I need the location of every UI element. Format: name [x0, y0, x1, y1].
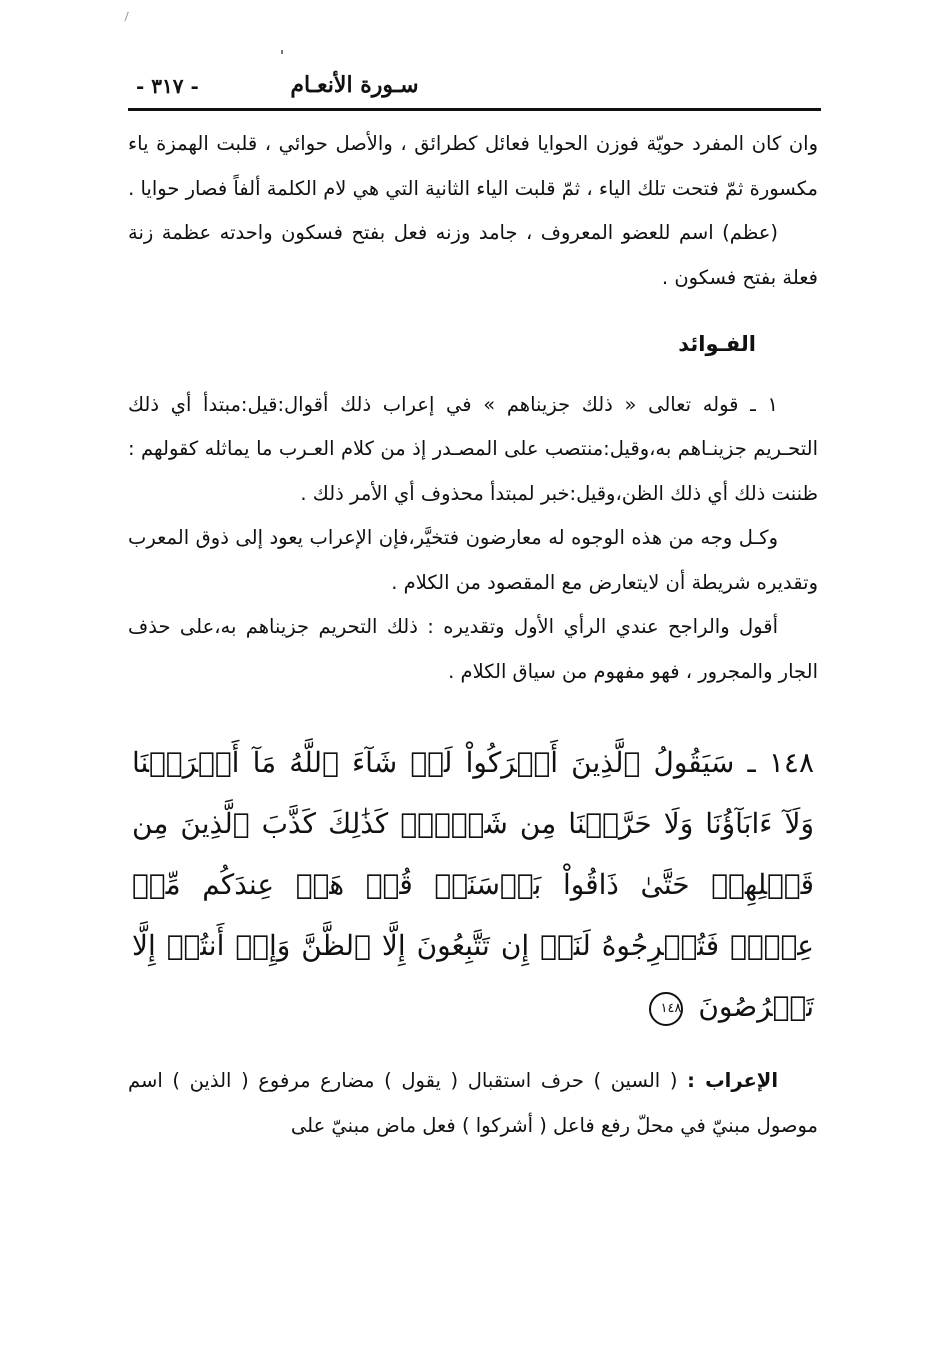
quran-verse [128, 732, 818, 1037]
paragraph-plural-form: وان كان المفرد حويّة فوزن الحوايا فعائل كطرائق ، والأصل حوائي ، قلبت الهمزة ياء مكسورة ثمّ فتحت تلك الياء ، ثمّ قلبت الياء الثانية التي هي لام الكلمة ألفاً فصار حوايا . [128, 132, 818, 200]
paragraph-fawaid-2: وكـل وجه من هذه الوجوه له معارضون فتخيَّر،فإن الإعراب يعود إلى ذوق المعرب وتقديره شريطة أن لايتعارض مع المقصود من الكلام . [128, 526, 818, 594]
verse-number: ١٤٨ ـ [747, 746, 814, 779]
irab-label: الإعراب : [687, 1069, 779, 1092]
paragraph-fawaid-1: ١ ـ قوله تعالى « ذلك جزيناهم » في إعراب ذلك أقوال:قيل:مبتدأ أي ذلك التحـريم جزينـاهم به،وقيل:منتصب على المصـدر إذ من كلام العـرب ما يماثله كقولهم : ظننت ذلك أي ذلك الظن،وقيل:خبر لمبتدأ محذوف أي الأمر ذلك . [128, 392, 818, 505]
surah-title [128, 72, 821, 98]
verse-text: سَيَقُولُ ٱلَّذِينَ أَشۡرَكُواْ لَوۡ شَآءَ ٱللَّهُ مَآ أَشۡرَكۡنَا وَلَآ ءَابَآؤُنَا وَلَا حَرَّمۡنَا مِن شَيۡءٖۚ كَذَٰلِكَ كَذَّبَ ٱلَّذِينَ مِن قَبۡلِهِمۡ حَتَّىٰ ذَاقُواْ بَأۡسَنَاۗ قُلۡ هَلۡ عِندَكُم مِّنۡ عِلۡمٖ فَتُخۡرِجُوهُ لَنَآۖ إِن تَتَّبِعُونَ إِلَّا ٱلظَّنَّ وَإِنۡ أَنتُمۡ إِلَّا تَخۡرُصُونَ [132, 746, 814, 1023]
section-heading-fawaid: الفـوائد [678, 332, 756, 356]
scan-mark [124, 12, 131, 23]
verse-end-marker: ١٤٨ [649, 992, 683, 1026]
paragraph-fawaid-3: أقول والراجح عندي الرأي الأول وتقديره : ذلك التحريم جزيناهم به،على حذف الجار والمجرور ، فهو مفهوم من سياق الكلام . [128, 615, 818, 683]
irab-text: ( السين ) حرف استقبال ( يقول ) مضارع مرفوع ( الذين ) اسم موصول مبنيّ في محلّ رفع فاعل ( أشركوا ) فعل ماض مبنيّ على [128, 1069, 818, 1137]
header-rule [128, 108, 821, 111]
surah-title-text: سـورة الأنعـام [290, 72, 419, 98]
paragraph-irab [128, 1059, 818, 1148]
page-header [128, 68, 821, 108]
page-number: - ٣١٧ - [136, 74, 199, 98]
scan-mark [281, 50, 283, 54]
paragraph-azm: (عظم) اسم للعضو المعروف ، جامد وزنه فعل بفتح فسكون واحدته عظمة زنة فعلة بفتح فسكون . [128, 221, 818, 289]
page-body [128, 122, 818, 1148]
